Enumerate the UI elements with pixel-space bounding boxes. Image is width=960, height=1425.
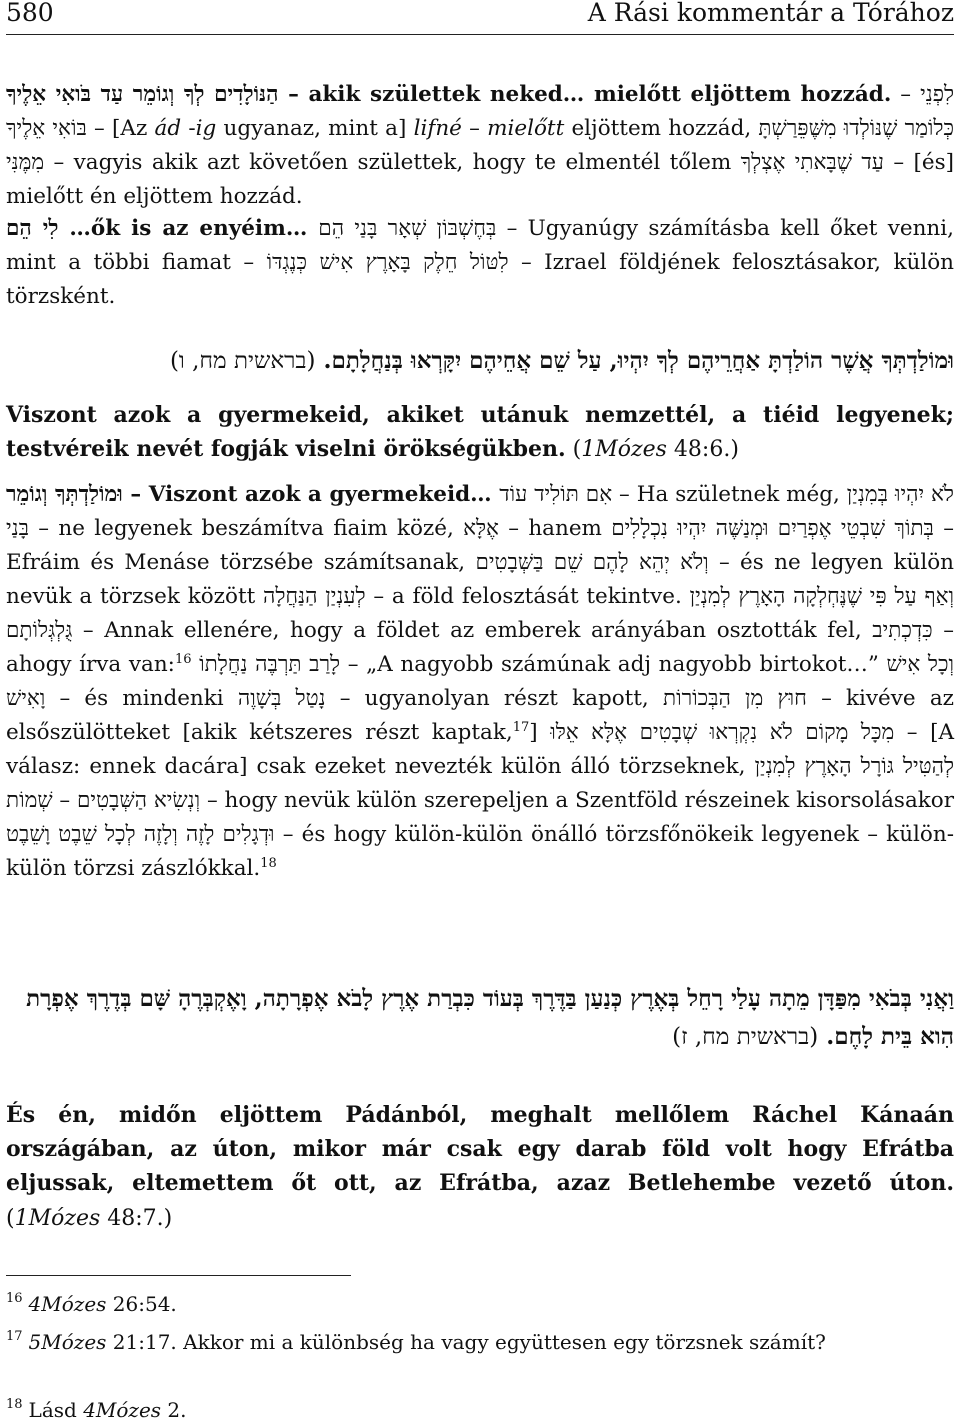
hebrew-lemma: לִי הֵם [6,216,59,241]
verse-hebrew-reference: (בראשית מח, ז) [672,1024,819,1050]
lemma-translation: – akik születtek neked… mielőtt eljöttem hozzád. [278,82,892,107]
footnote-18: $^{18}$ Lásd 4Mózes 2. [6,1397,187,1422]
verse-hungarian-text: És én, midőn eljöttem Pádánból, meghalt mellőlem Ráchel Kánaán országában, az úton, mikor már csak egy darab föld volt hogy Efrátba eljussak, eltemettem őt ott, az Efrátba, azaz Betlehembe vezető úton. [6,1102,954,1196]
verse-hebrew-reference: (בראשית מח, ו) [169,348,316,374]
page-number: 580 [6,0,54,27]
verse-hebrew [6,980,954,1056]
commentary-section-1: הַנּוֹלָדִים לְךָ וְגוֹמֵר עַד בֹּואִי אֵלֶיךָ – akik születtek neked… mielőtt eljöttem hozzád. – לִפְנֵי בּוֹאִי אֵלֶיךָ – [Az ád -ig ugyanaz, mint a] lifné – mielőtt eljöttem hozzád, כְּלוֹמַר שֶׁנּוֹלְדוּ מִשֶּׁפֵּרַשְׁתָּ מִמֶּנִּי – vagyis akik azt követően születtek, hogy te elmentél tőlem עַד שֶׁבָּאתִי אֶצְלְךָ – [és] mielőtt én eljöttem hozzád. [6,82,955,209]
footnote-book: 4Mózes [28,1292,107,1316]
lemma-translation: …ők is az enyéim… [58,216,319,241]
footnote-16: $^{16}$ 4Mózes 26:54. [6,1291,177,1316]
hebrew-lemma: וּמוֹלַדְתְּךָ וְגוֹמֵר [6,482,123,507]
footnote-book: 4Mózes [83,1398,162,1422]
verse-hebrew-text: וַאֲנִי בְּבֹאִי מִפַּדָּן מֵתָה עָלַי רָחֵל בְּאֶרֶץ כְּנַעַן בַּדֶּרֶךְ בְּעוֹד כִּבְרַת אֶרֶץ לָבֹא אֶפְרָתָה, וָאֶקְבְּרֶהָ שָּׁם בְּדֶרֶךְ אֶפְרָת הִוא בֵּית לָחֶם. [26,985,954,1050]
verse-hungarian: Viszont azok a gyermekeid, akiket utánuk nemzettél, a tiéid legyenek; testvéreik nevét fogják viselni örökségükben. (1Mózes 48:6.) [6,402,954,462]
verse-reference-book: 1Mózes [581,437,667,462]
footnote-divider [6,1275,351,1276]
hebrew-quote: כְּלוֹמַר שֶׁנּוֹלְדוּ מִשֶּׁפֵּרַשְׁתָּ מִמֶּנִּי [6,116,954,175]
verse-reference-book: 1Mózes [14,1206,101,1231]
footnote-ref-17[interactable]: 17 [512,719,530,735]
running-title: A Rási kommentár a Tórához [587,0,954,27]
hebrew-quote: בְּחֶשְׁבּוֹן שְׁאָר בָּנַי הֵם [318,216,497,241]
lemma-translation: – Viszont azok a gyermekeid… [122,482,500,507]
commentary-section-2: לִי הֵם …ők is az enyéim… בְּחֶשְׁבּוֹן שְׁאָר בָּנַי הֵם – Ugyanúgy számításba kell őket venni, mint a többi fiamat – לִטּוֹל חֵלֶק בָּאָרֶץ אִישׁ כְּנֶגְדּוֹ – Izrael földjének felosztásakor, külön törzsként. [6,216,955,309]
verse-hebrew [6,342,954,380]
hebrew-quote: לִטּוֹל חֵלֶק בָּאָרֶץ אִישׁ כְּנֶגְדּוֹ [266,250,509,275]
commentary-section-3: וּמוֹלַדְתְּךָ וְגוֹמֵר – Viszont azok a gyermekeid… אִם תּוֹלִיד עוֹד – Ha születnek még, לֹא יִהְיוּ בְּמִנְיַן בָּנַי – ne legyenek beszámítva fiaim közé, אֶלָּא – hanem בְּתוֹךְ שִׁבְטֵי אֶפְרַיִם וּמְנַשֶּׁה יִהְיוּ נִכְלָלִים – Efráim és Menáse törzsébe számítsanak, וְלֹא יְהֵא לָהֶם שֵׁם בַּשְּׁבָטִים – és ne legyen külön nevük a törzsek között לְעִנְיַן הַנַּחֲלָה – a föld felosztását tekintve. וְאַף עַל פִּי שֶׁנֶּחְלְקָה הָאָרֶץ לְמִנְיַן גֻּלְגְּלוֹתָם – Annak ellenére, hogy a földet az emberek arányában osztották fel, כִּדְכְתִיב – ahogy írva van:$^{16}$ לָרַב תַּרְבֶּה נַחֲלָתוֹ – „A nagyobb számúnak adj nagyobb birtokot…” וְכָל אִישׁ וָאִישׁ – és mindenki נָטַל בְּשָׁוֶה – ugyanolyan részt kapott, חוּץ מִן הַבְּכוֹרוֹת – kivéve az elsőszülötteket [akik kétszeres részt kaptak,$^{17}$] מִכָּל מָקוֹם לֹא נִקְרְאוּ שְׁבָטִים אֶלָּא אֵלּוּ – [A válasz: ennek dacára] csak ezeket nevezték külön álló törzseknek, לְהַטִּיל גּוֹרָל הָאָרֶץ לְמִנְיַן שְׁמוֹת – וְנְשִׂיא הַשְּׁבָטִים – hogy nevük külön szerepeljen a Szentföld részeinek kisorsolásakor וּדְגָלִים לָזֶה וְלָזֶה לְכָל שֵׁבֶט וָשֵׁבֶט – és hogy külön-külön önálló törzsfőnökeik legyenek – külön-külön törzsi zászlókkal.$^{18}$ [6,482,955,881]
verse-hungarian: És én, midőn eljöttem Pádánból, meghalt mellőlem Ráchel Kánaán országában, az úton, mikor már csak egy darab föld volt hogy Efrátba eljussak, eltemettem őt ott, az Efrátba, azaz Betlehembe vezető úton. (1Mózes 48:7.) [6,1102,954,1231]
hebrew-quote: לִפְנֵי בּוֹאִי אֵלֶיךָ [6,82,955,141]
footnote-ref-18[interactable]: 18 [260,855,277,871]
footnote-number: 16 [6,1291,23,1306]
footnote-number: 18 [6,1397,23,1412]
verse-hungarian-text: Viszont azok a gyermekeid, akiket utánuk nemzettél, a tiéid legyenek; testvéreik nevét fogják viselni örökségükben. [6,402,954,462]
verse-hebrew-text: וּמוֹלַדְתְּךָ אֲשֶׁר הוֹלַדְתָּ אַחֲרֵיהֶם לְךָ יִהְיוּ, עַל שֵׁם אֲחֵיהֶם יִקָּרְאוּ בְּנַחֲלָתָם. [323,347,954,374]
book-page [6,0,954,1424]
footnote-number: 17 [6,1329,23,1344]
footnote-ref-16[interactable]: 16 [174,651,192,667]
page-header [6,0,954,35]
hebrew-quote: עַד שֶׁבָּאתִי אֶצְלְךָ [740,150,884,175]
footnote-book: 5Mózes [28,1330,107,1354]
hebrew-lemma: הַנּוֹלָדִים לְךָ וְגוֹמֵר עַד בֹּואִי אֵלֶיךָ [6,82,279,107]
footnote-17: $^{17}$ 5Mózes 21:17. Akkor mi a különbség ha vagy együttesen egy törzsnek számít? [6,1329,826,1354]
